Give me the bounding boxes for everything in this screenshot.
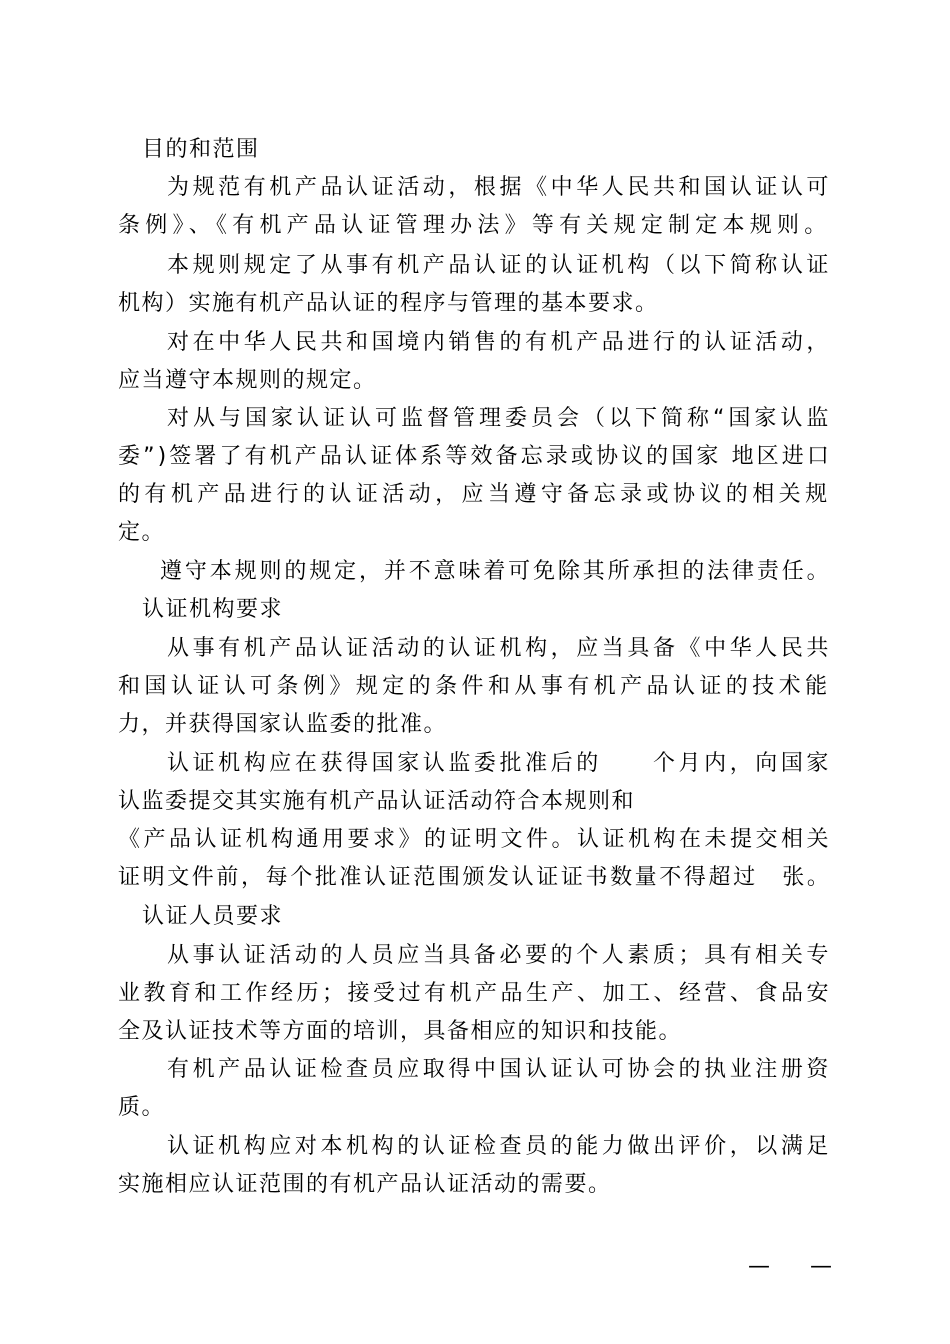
paragraph-line: 遵守本规则的规定，并不意味着可免除其所承担的法律责任。 [160,559,832,584]
paragraph-line: 认监委提交其实施有机产品认证活动符合本规则和 [118,789,636,814]
paragraph-line: 对从与国家认证认可监督管理委员会（以下简称“国家认监 [167,406,833,431]
paragraph-line: 有机产品认证检查员应取得中国认证认可协会的执业注册资 [167,1057,833,1082]
paragraph-line: 和国认证认可条例》规定的条件和从事有机产品认证的技术能 [118,674,832,699]
section-heading: 目的和范围 [142,137,260,162]
paragraph-line: 定。 [118,520,166,545]
paragraph-line: 应当遵守本规则的规定。 [118,368,377,393]
paragraph-line: 实施相应认证范围的有机产品认证活动的需要。 [118,1172,612,1197]
page-mark-right: — [810,1254,832,1279]
paragraph-line: 委”)签署了有机产品认证体系等效备忘录或协议的国家 地区进口 [118,444,832,469]
paragraph-line: 条例》、《有机产品认证管理办法》等有关规定制定本规则。 [118,213,832,238]
paragraph-line: 为规范有机产品认证活动，根据《中华人民共和国认证认可 [167,175,833,200]
section-heading: 认证人员要求 [142,904,284,929]
paragraph-line: 力，并获得国家认监委的批准。 [118,712,448,737]
page-mark-left: — [748,1254,770,1279]
paragraph-line: 对在中华人民共和国境内销售的有机产品进行的认证活动， [167,330,833,355]
paragraph-line: 机构）实施有机产品认证的程序与管理的基本要求。 [118,291,659,316]
paragraph-line: 本规则规定了从事有机产品认证的认证机构（以下简称认证 [167,253,833,278]
paragraph-line: 质。 [118,1095,166,1120]
section-heading: 认证机构要求 [142,597,284,622]
paragraph-line: 全及认证技术等方面的培训，具备相应的知识和技能。 [118,1019,683,1044]
paragraph-line: 证明文件前，每个批准认证范围颁发认证证书数量不得超过 张。 [118,865,832,890]
paragraph-line: 认证机构应在获得国家认监委批准后的 个月内，向国家 [167,751,833,776]
paragraph-line: 业教育和工作经历；接受过有机产品生产、加工、经营、食品安 [118,981,833,1006]
paragraph-line: 认证机构应对本机构的认证检查员的能力做出评价，以满足 [167,1134,833,1159]
paragraph-line: 从事认证活动的人员应当具备必要的个人素质；具有相关专 [167,943,833,968]
paragraph-line: 从事有机产品认证活动的认证机构，应当具备《中华人民共 [167,636,833,661]
paragraph-line: 《产品认证机构通用要求》的证明文件。认证机构在未提交相关 [118,827,833,852]
paragraph-line: 的有机产品进行的认证活动，应当遵守备忘录或协议的相关规 [118,482,832,507]
